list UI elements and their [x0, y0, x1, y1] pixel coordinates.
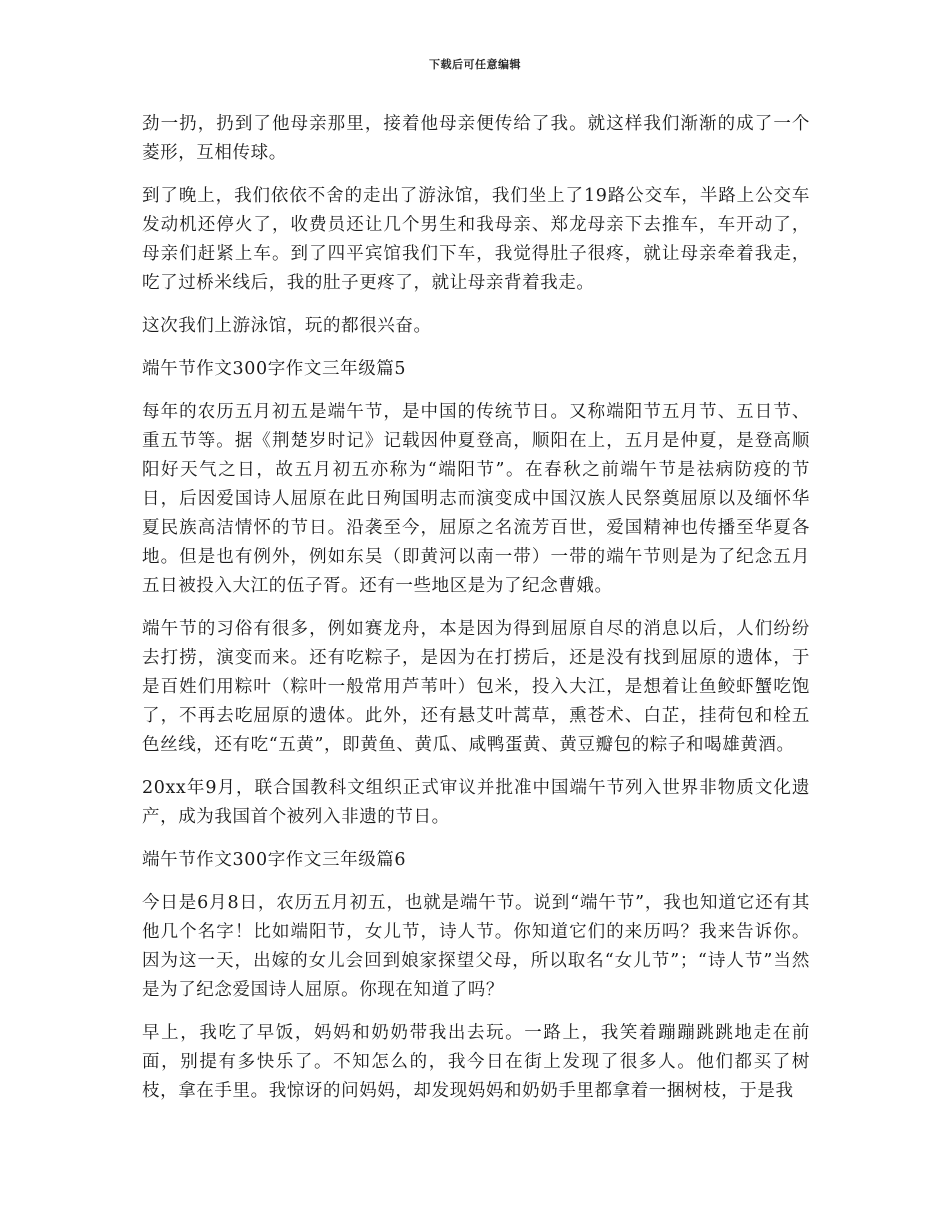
paragraph: 每年的农历五月初五是端午节，是中国的传统节日。又称端阳节五月节、五日节、重五节等。据《荆楚岁时记》记载因仲夏登高，顺阳在上，五月是仲夏，是登高顺阳好天气之日，故五月初五亦称为“端阳节”。在春秋之前端午节是祛病防疫的节日，后因爱国诗人屈原在此日殉国明志而演变成中国汉族人民祭奠屈原以及缅怀华夏民族高洁情怀的节日。沿袭至今，屈原之名流芳百世，爱国精神也传播至华夏各地。但是也有例外，例如东吴（即黄河以南一带）一带的端午节则是为了纪念五月五日被投入大江的伍子胥。还有一些地区是为了纪念曹娥。 [142, 402, 810, 596]
paragraph: 到了晚上，我们依依不舍的走出了游泳馆，我们坐上了19路公交车，半路上公交车发动机还停火了，收费员还让几个男生和我母亲、郑龙母亲下去推车，车开动了，母亲们赶紧上车。到了四平宾馆我们下车，我觉得肚子很疼，就让母亲牵着我走，吃了过桥米线后，我的肚子更疼了，就让母亲背着我走。 [142, 186, 810, 293]
document-body [142, 110, 810, 1120]
paragraph: 这次我们上游泳馆，玩的都很兴奋。 [142, 316, 432, 336]
paragraph: 端午节的习俗有很多，例如赛龙舟，本是因为得到屈原自尽的消息以后，人们纷纷去打捞，演变而来。还有吃粽子，是因为在打捞后，还是没有找到屈原的遗体，于是百姓们用粽叶（粽叶一般常用芦苇叶）包米，投入大江，是想着让鱼鲛虾蟹吃饱了，不再去吃屈原的遗体。此外，还有悬艾叶蒿草，熏苍术、白芷，挂荷包和栓五色丝线，还有吃“五黄”，即黄鱼、黄瓜、咸鸭蛋黄、黄豆瓣包的粽子和喝雄黄酒。 [142, 619, 810, 755]
paragraph: 20xx年9月，联合国教科文组织正式审议并批准中国端午节列入世界非物质文化遗产，成为我国首个被列入非遗的节日。 [142, 778, 810, 827]
section-heading: 端午节作文300字作文三年级篇6 [142, 850, 407, 870]
paragraph: 劲一扔，扔到了他母亲那里，接着他母亲便传给了我。就这样我们渐渐的成了一个菱形，互相传球。 [142, 114, 810, 163]
page-header: 下载后可任意编辑 [429, 58, 521, 71]
section-heading: 端午节作文300字作文三年级篇5 [142, 359, 407, 379]
paragraph: 早上，我吃了早饭，妈妈和奶奶带我出去玩。一路上，我笑着蹦蹦跳跳地走在前面，别提有多快乐了。不知怎么的，我今日在街上发现了很多人。他们都买了树枝，拿在手里。我惊讶的问妈妈，却发现妈妈和奶奶手里都拿着一捆树枝，于是我 [142, 1023, 810, 1101]
paragraph: 今日是6月8日，农历五月初五，也就是端午节。说到“端午节”，我也知道它还有其他几个名字！比如端阳节，女儿节，诗人节。你知道它们的来历吗？我来告诉你。因为这一天，出嫁的女儿会回到娘家探望父母，所以取名“女儿节”；“诗人节”当然是为了纪念爱国诗人屈原。你现在知道了吗？ [142, 893, 810, 1000]
